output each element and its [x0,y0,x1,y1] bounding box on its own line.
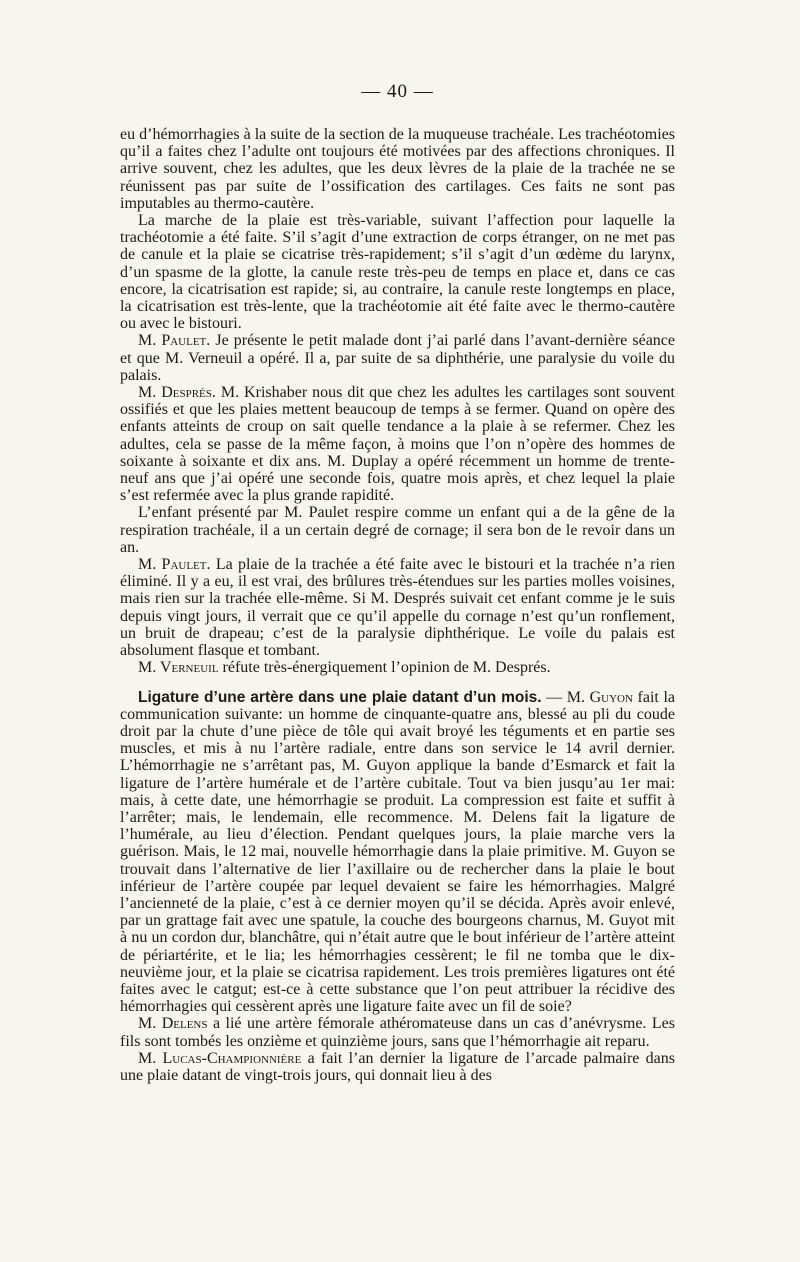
paragraph-10 [120,1050,675,1084]
paragraph-text: eu d’hémorrhagies à la suite de la section de la muqueuse trachéale. Les trachéotomies qu’il a faites chez l’adulte ont toujours été motivées par des affections chroniques. Il arrive souvent, chez les adultes, que les deux lèvres de la plaie de la trachée ne se réunissent pas par suite de l’ossification des cartilages. Ces faits ne sont pas imputables au thermo-cautère. [120,126,675,212]
paragraph-text: Je présente le petit malade dont j’ai parlé dans l’avant-dernière séance et que M. Verneuil a opéré. Il a, par suite de sa diphthérie, une paralysie du voile du palais. [120,332,676,384]
section-heading: Ligature d’une artère dans une plaie datant d’un mois. [138,688,542,706]
paragraph-text: La plaie de la trachée a été faite avec le bistouri et la trachée n’a rien éliminé. Il y a eu, il est vrai, des brûlures très-étendues sur les parties molles voisines, mais rien sur la trachée elle-même. Si M. Després suivait cet enfant comme je le suis depuis vingt jours, il verrait que ce qu’il appelle du cornage n’est qu’un ronflement, un bruit de drapeau; c’est de la paralysie diphthérique. Le voile du palais est absolument flasque et tombant. [120,556,675,660]
paragraph-3 [120,332,675,384]
paragraph-5 [120,504,675,556]
paragraph-4 [120,384,675,504]
paragraph-text: fait la communication suivante: un homme de cinquante-quatre ans, blessé au pli du coude droit par la chute d’une pièce de tôle qui avait broyé les téguments et en partie ses muscles, et mis à nu l’artère radiale, entre dans son service le 14 avril dernier. L’hémorrhagie ne s’arrêtant pas, M. Guyon applique la bande d’Esmarck et fait la ligature de l’artère humérale et de l’artère cubitale. Tout va bien jusqu’au 1er mai: mais, à cette date, une hémorrhagie se produit. La compression est faite et suffit à l’arrêter; mais, le lendemain, elle recommence. M. Delens fait la ligature de l’humérale, au lieu d’élection. Pendant quelques jours, la plaie marche vers la guérison. Mais, le 12 mai, nouvelle hémorrhagie dans la plaie primitive. M. Guyon se trouvait dans l’alternative de lier l’axillaire ou de rechercher dans la plaie le bout inférieur de l’artère coupée par lequel devaient se faire les hémorrhagies. Malgré l’ancienneté de la plaie, c’est à ce dernier moyen qu’il se décida. Après avoir enlevé, par un grattage fait avec une spatule, la couche des bourgeons charnus, M. Guyot mit à nu un cordon dur, blanchâtre, qui n’était autre que le bout inférieur de l’artère atteint de périartérite, et le lia; les hémorrhagies cessèrent; le fil ne tomba que le dix-neuvième jour, et la plaie se cicatrisa rapidement. Les trois premières ligatures ont été faites avec le catgut; est-ce à cette substance que l’on peut attribuer la récidive des hémorrhagies qui cessèrent après une ligature faite avec un fil de soie? [120,688,676,1016]
speaker-name: M. Delens [138,1015,208,1033]
document-page [120,82,675,1084]
paragraph-6 [120,556,675,659]
section-heading-paragraph [120,689,675,1016]
speaker-name: M. Després. [138,384,216,402]
paragraph-text: M. Krishaber nous dit que chez les adultes les cartilages sont souvent ossifiés et que les plaies mettent beaucoup de temps à se fermer. Quand on opère des enfants atteints de croup on sait quelle tendance a la plaie à se refermer. Chez les adultes, cela se passe de la même façon, à moins que l’on n’opère des hommes de soixante à soixante et dix ans. M. Duplay a opéré récemment un homme de trente-neuf ans que j’ai opéré une seconde fois, quatre mois après, et chez lequel la plaie s’est refermée avec la plus grande rapidité. [120,384,675,505]
heading-dash: — [541,688,567,706]
paragraph-text: a lié une artère fémorale athéromateuse dans un cas d’anévrysme. Les fils sont tombés les onzième et quinzième jours, sans que l’hémorrhagie ait reparu. [120,1015,675,1050]
paragraph-9 [120,1015,675,1049]
paragraph-text: La marche de la plaie est très-variable, suivant l’affection pour laquelle la trachéotomie a été faite. S’il s’agit d’une extraction de corps étranger, on ne met pas de canule et la plaie se cicatrise très-rapidement; s’il s’agit d’un œdème du larynx, d’un spasme de la glotte, la canule reste très-peu de temps en place et, dans ce cas encore, la cicatrisation est rapide; si, au contraire, la canule reste longtemps en place, la cicatrisation est très-lente, que la trachéotomie ait été faite avec le thermo-cautère ou avec le bistouri. [120,212,675,333]
speaker-name: M. Paulet. [138,556,211,574]
speaker-name: M. Lucas-Championnière [138,1049,302,1067]
speaker-name: M. Paulet. [138,332,211,350]
paragraph-7 [120,659,675,676]
speaker-name: M. Guyon [566,688,633,706]
page-number: — 40 — [361,81,434,102]
speaker-name: M. Verneuil [138,659,219,677]
paragraph-1 [120,126,675,212]
paragraph-text: réfute très-énergiquement l’opinion de M. Després. [218,659,551,677]
paragraph-text: L’enfant présenté par M. Paulet respire comme un enfant qui a de la gêne de la respiration trachéale, il a un certain degré de cornage; il sera bon de le revoir dans un an. [120,504,675,556]
paragraph-text: a fait l’an dernier la ligature de l’arcade palmaire dans une plaie datant de vingt-trois jours, qui donnait lieu à des [120,1049,676,1084]
paragraph-2 [120,212,675,332]
